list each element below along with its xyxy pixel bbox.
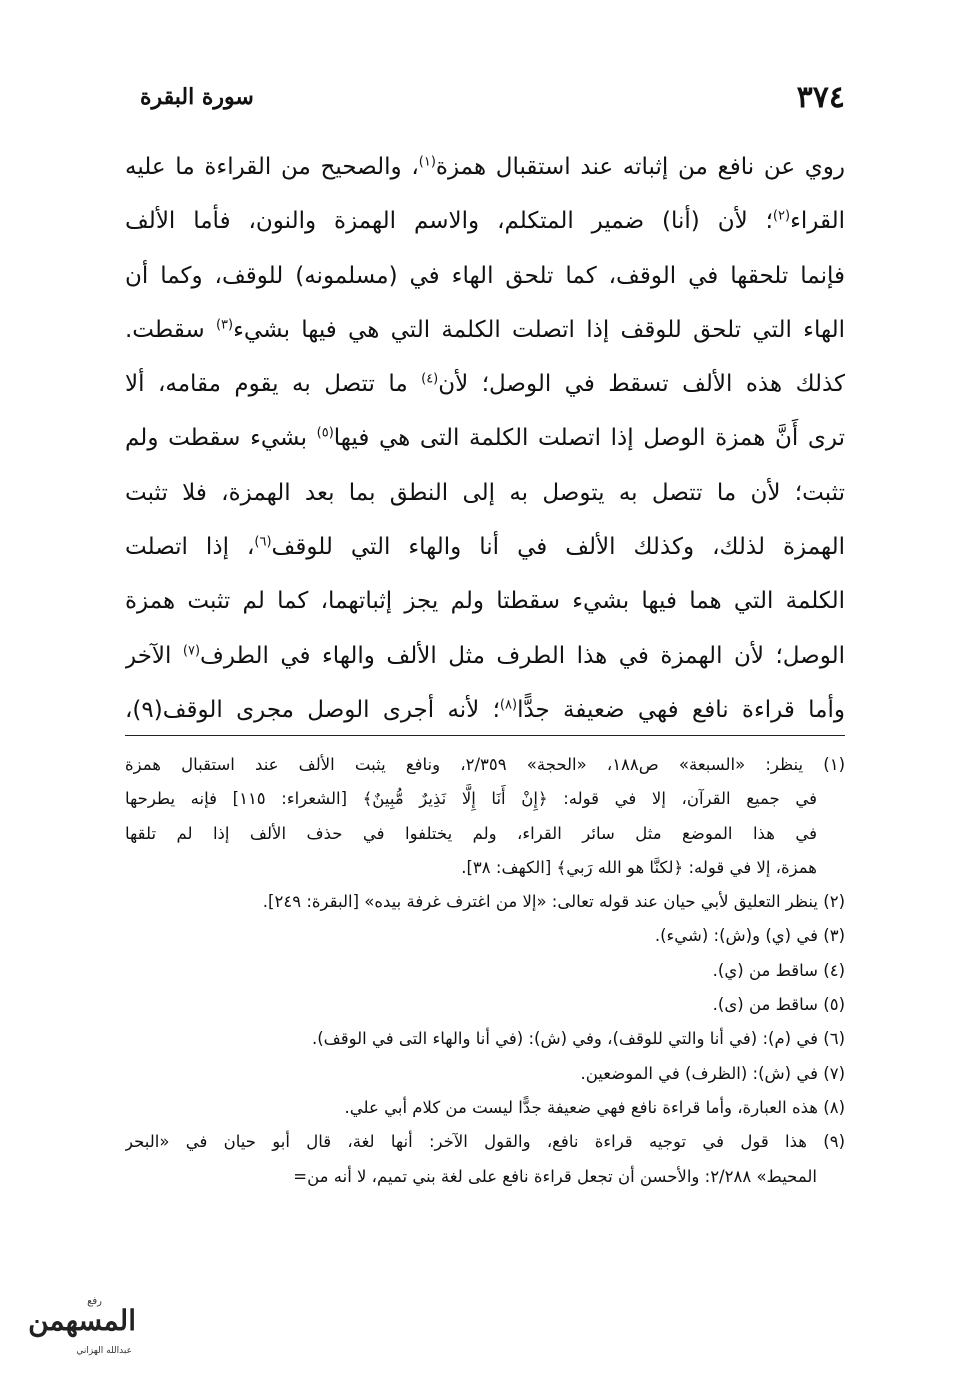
footnote-marker: (٤) [421,371,439,387]
text-line [125,303,845,357]
footnote-marker: (٢) [772,208,791,224]
text-segment: ، إذا اتصلت [125,534,255,561]
watermark-top-text: رفع [87,1296,102,1307]
text-segment: الآخر [125,642,183,669]
watermark-main-text: المسهمن [28,1304,136,1337]
footnote-marker: (٣) [215,317,234,333]
footnote-line: في جميع القرآن، إلا في قوله: ﴿إِنْ أَنَا إِلَّا نَذِيرٌ مُّبِينٌ﴾ [الشعراء: ١١٥] فإنه يطرحها [125,789,817,809]
text-segment: ؛ لأن (أنا) ضمير المتكلم، والاسم الهمزة والنون، فأما الألف [125,208,773,235]
footnote-marker: (١) [418,154,436,170]
footnote-line: (٥) ساقط من (ى). [712,995,845,1015]
text-segment: كذلك هذه الألف تسقط في الوصل؛ لأن [438,371,845,398]
text-segment: فإنما تلحقها في الوقف، كما تلحق الهاء في (مسلمونه) للوقف، وكما أن [125,262,845,289]
text-segment: ؛ لأنه أجرى الوصل مجرى الوقف(٩)، [125,696,500,723]
text-segment: الهاء التي تلحق للوقف إذا اتصلت الكلمة التي هي فيها بشيء [233,316,845,343]
text-line [125,249,845,303]
text-line [125,629,845,683]
footnote-marker: (٨) [499,697,518,713]
text-segment: ما تتصل به يقوم مقامه، ألا [125,371,422,398]
footnote-line: (٩) هذا قول في توجيه قراءة نافع، والقول الآخر: أنها لغة، قال أبو حيان في «البحر [125,1132,845,1152]
text-segment: بشيء سقطت ولم [125,425,317,452]
text-segment: روي عن نافع من إثباته عند استقبال همزة [435,154,845,180]
text-line [125,574,845,628]
text-line [125,683,845,737]
text-segment: الهمزة لذلك، وكذلك الألف في أنا والهاء التي للوقف [271,534,845,561]
footnote-line: (٣) في (ي) و(ش): (شيء). [654,926,845,946]
footnote-separator [125,735,845,736]
footnotes [125,748,845,1194]
footnote-line: المحيط» ٢/٢٨٨: والأحسن أن تجعل قراءة نافع على لغة بني تميم، لا أنه من= [293,1166,817,1186]
footnote-marker: (٧) [182,643,201,659]
footnote-line: (٤) ساقط من (ي). [712,960,845,980]
text-line [125,357,845,411]
watermark-small-text: عبدالله الهزاني [76,1346,132,1356]
main-text [125,140,845,737]
text-line [125,466,845,520]
text-segment: ترى أَنَّ همزة الوصل إذا اتصلت الكلمة التى هي فيها [333,425,845,452]
text-segment: تثبت؛ لأن ما تتصل به يتوصل به إلى النطق بما بعد الهمزة، فلا تثبت [125,479,845,506]
footnote-line: في هذا الموضع مثل سائر القراء، ولم يختلفوا في حذف الألف إذا لم تلقها [125,823,817,843]
footnote-line: (٧) في (ش): (الظرف) في الموضعين. [580,1063,845,1083]
text-segment: القراء [790,208,845,235]
footnote-line: (٨) هذه العبارة، وأما قراءة نافع فهي ضعيفة جدًّا ليست من كلام أبي علي. [344,1097,845,1117]
text-line [125,411,845,465]
footnote-marker: (٥) [316,425,334,441]
text-segment: الوصل؛ لأن الهمزة في هذا الطرف مثل الألف والهاء في الطرف [200,642,845,669]
text-segment: ، والصحيح من القراءة ما عليه [125,154,419,180]
text-line [125,140,845,194]
text-line [125,194,845,248]
text-line [125,520,845,574]
surah-title: سورة البقرة [140,84,254,110]
page-number: ٣٧٤ [796,80,845,115]
page-header [140,78,845,118]
footnote-marker: (٦) [254,534,272,550]
text-segment: الكلمة التي هما فيها بشيء سقطتا ولم يجز إثباتهما، كما لم تثبت همزة [125,588,845,615]
footnote-line: (٦) في (م): (في أنا والتي للوقف)، وفي (ش): (في أنا والهاء التى في الوقف). [311,1029,845,1049]
text-segment: وأما قراءة نافع فهي ضعيفة جدًّا [517,696,845,723]
footnote-line: همزة، إلا في قوله: ﴿لكنَّا هو الله رَبي﴾ [الكهف: ٣٨]. [461,857,817,877]
footnote-line: (٢) ينظر التعليق لأبي حيان عند قوله تعالى: «إلا من اغترف غرفة بيده» [البقرة: ٢٤٩]. [262,892,845,912]
watermark-logo [12,1296,142,1370]
text-segment: سقطت. [125,316,216,343]
footnote-line: (١) ينظر: «السبعة» ص١٨٨، «الحجة» ٢/٣٥٩، ونافع يثبت الألف عند استقبال همزة [125,755,845,774]
